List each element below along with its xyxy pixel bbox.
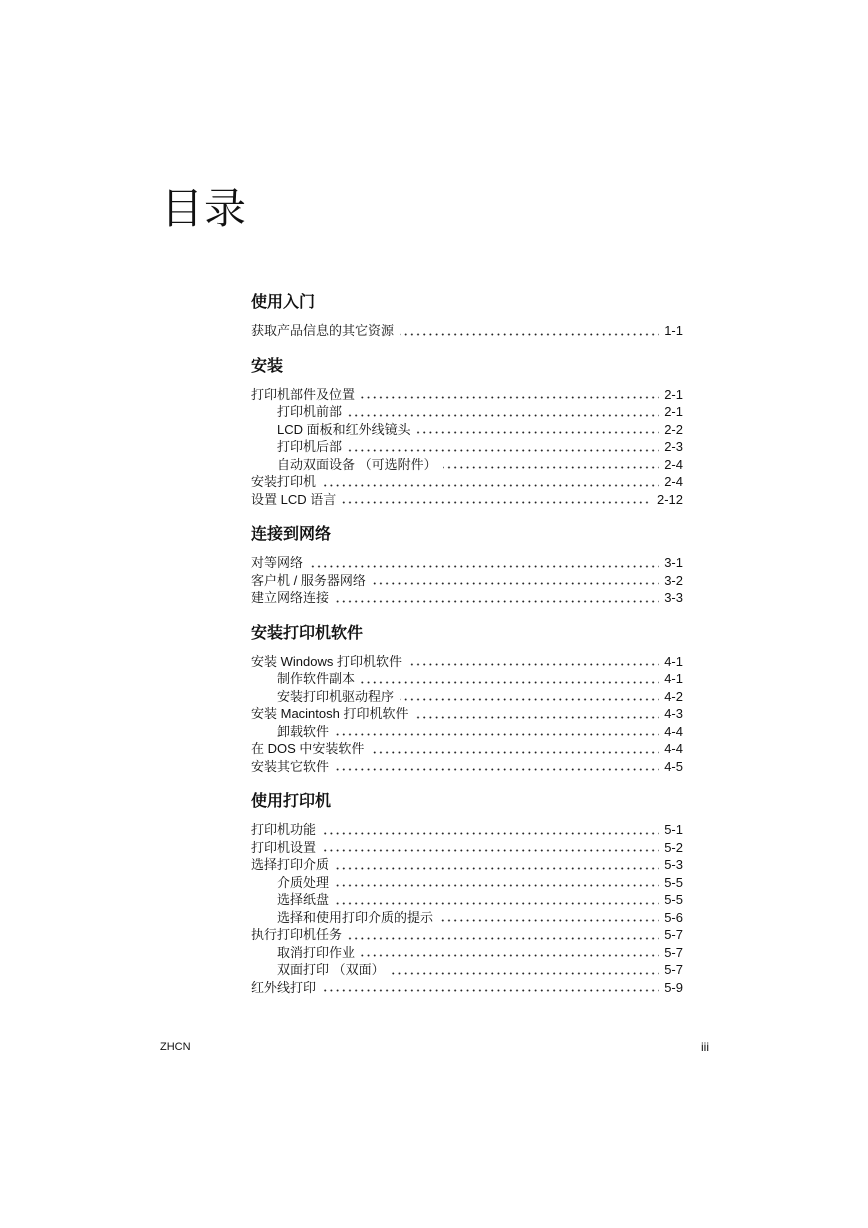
toc-entry[interactable]: [251, 473, 683, 491]
toc-entry[interactable]: [251, 856, 683, 874]
table-of-contents: [251, 293, 683, 996]
toc-subentry[interactable]: [277, 670, 683, 688]
toc-entry-label: 打印机后部: [277, 438, 348, 456]
toc-entry-page: 4-5: [659, 758, 683, 776]
toc-section: [251, 293, 683, 340]
toc-entry-label: 获取产品信息的其它资源: [251, 322, 400, 340]
toc-entry[interactable]: [251, 839, 683, 857]
toc-entry-label: 打印机功能: [251, 821, 322, 839]
section-heading: 使用打印机: [251, 793, 332, 810]
toc-entry-page: 5-2: [659, 839, 683, 857]
toc-entry-label: 双面打印 （双面）: [277, 961, 391, 979]
toc-entry-page: 3-3: [659, 589, 683, 607]
toc-subentry[interactable]: [277, 421, 683, 439]
toc-entry-label: 红外线打印: [251, 979, 322, 997]
toc-entry-page: 5-7: [659, 961, 683, 979]
toc-entry[interactable]: [251, 572, 683, 590]
toc-entry[interactable]: [251, 322, 683, 340]
toc-entry-label: 安装打印机驱动程序: [277, 688, 400, 706]
toc-entry[interactable]: [251, 386, 683, 404]
toc-entry-page: 2-2: [659, 421, 683, 439]
toc-subentry[interactable]: [277, 891, 683, 909]
toc-entry[interactable]: [251, 705, 683, 723]
toc-entry-label: 安装 Macintosh 打印机软件: [251, 705, 414, 723]
toc-subentry[interactable]: [277, 723, 683, 741]
toc-entry[interactable]: [251, 758, 683, 776]
toc-entry-page: 3-2: [659, 572, 683, 590]
toc-entry-page: 4-1: [659, 653, 683, 671]
section-heading: 安装打印机软件: [251, 624, 364, 642]
toc-entry[interactable]: [251, 979, 683, 997]
toc-entry[interactable]: [251, 926, 683, 944]
toc-subentry[interactable]: [277, 874, 683, 892]
toc-entry-page: 2-1: [659, 386, 683, 404]
toc-section: [251, 357, 683, 509]
toc-subentry[interactable]: [277, 944, 683, 962]
toc-entry-label: 制作软件副本: [277, 670, 361, 688]
toc-entry-label: LCD 面板和红外线镜头: [277, 421, 417, 439]
toc-entry[interactable]: [251, 554, 683, 572]
toc-subentry[interactable]: [277, 961, 683, 979]
toc-entry-page: 2-3: [659, 438, 683, 456]
toc-entry-label: 建立网络连接: [251, 589, 335, 607]
toc-entry-label: 打印机部件及位置: [251, 386, 361, 404]
toc-subentry[interactable]: [277, 688, 683, 706]
toc-entry[interactable]: [251, 821, 683, 839]
toc-section: [251, 525, 683, 607]
toc-entry-page: 5-1: [659, 821, 683, 839]
toc-entry-page: 4-2: [659, 688, 683, 706]
footer-language-code: ZHCN: [160, 1041, 191, 1053]
toc-entry-label: 执行打印机任务: [251, 926, 348, 944]
toc-entry-page: 1-1: [659, 322, 683, 340]
toc-entry-label: 选择打印介质: [251, 856, 335, 874]
toc-entry-page: 5-5: [659, 891, 683, 909]
toc-entry-page: 4-4: [659, 723, 683, 741]
toc-entry-label: 在 DOS 中安装软件: [251, 740, 370, 758]
toc-entry-page: 3-1: [659, 554, 683, 572]
toc-entry-page: 2-4: [659, 456, 683, 474]
toc-entry-label: 安装 Windows 打印机软件: [251, 653, 408, 671]
section-heading: 安装: [251, 357, 284, 375]
toc-entry-page: 5-7: [659, 926, 683, 944]
toc-entry-label: 设置 LCD 语言: [251, 491, 342, 509]
toc-entry-label: 选择和使用打印介质的提示: [277, 909, 439, 927]
toc-entry[interactable]: [251, 589, 683, 607]
toc-entry-page: 5-3: [659, 856, 683, 874]
toc-subentry[interactable]: [277, 438, 683, 456]
toc-entry-page: 5-9: [659, 979, 683, 997]
toc-entry[interactable]: [251, 653, 683, 671]
toc-entry-page: 4-1: [659, 670, 683, 688]
toc-subentry[interactable]: [277, 403, 683, 421]
toc-entry-label: 卸载软件: [277, 723, 335, 741]
toc-entry-label: 取消打印作业: [277, 944, 361, 962]
page-title: 目录: [161, 185, 248, 232]
toc-subentry[interactable]: [277, 456, 683, 474]
toc-entry-page: 4-4: [659, 740, 683, 758]
toc-entry-page: 4-3: [659, 705, 683, 723]
toc-entry-label: 选择纸盘: [277, 891, 335, 909]
toc-entry-page: 5-7: [659, 944, 683, 962]
section-heading: 使用入门: [251, 294, 316, 311]
toc-entry-label: 安装打印机: [251, 473, 322, 491]
toc-entry[interactable]: [251, 740, 683, 758]
toc-section: [251, 624, 683, 776]
toc-entry-page: 2-12: [652, 491, 683, 509]
footer-page-number: iii: [701, 1040, 709, 1054]
toc-entry-label: 自动双面设备 （可选附件）: [277, 456, 443, 474]
toc-entry-label: 客户机 / 服务器网络: [251, 572, 372, 590]
toc-entry-label: 对等网络: [251, 554, 309, 572]
toc-entry-page: 2-1: [659, 403, 683, 421]
toc-entry[interactable]: [251, 491, 683, 509]
toc-section: [251, 792, 683, 996]
toc-entry-page: 2-4: [659, 473, 683, 491]
toc-entry-page: 5-5: [659, 874, 683, 892]
toc-entry-label: 介质处理: [277, 874, 335, 892]
toc-entry-label: 安装其它软件: [251, 758, 335, 776]
toc-subentry[interactable]: [277, 909, 683, 927]
section-heading: 连接到网络: [251, 526, 332, 543]
toc-entry-label: 打印机前部: [277, 403, 348, 421]
toc-entry-label: 打印机设置: [251, 839, 322, 857]
toc-entry-page: 5-6: [659, 909, 683, 927]
